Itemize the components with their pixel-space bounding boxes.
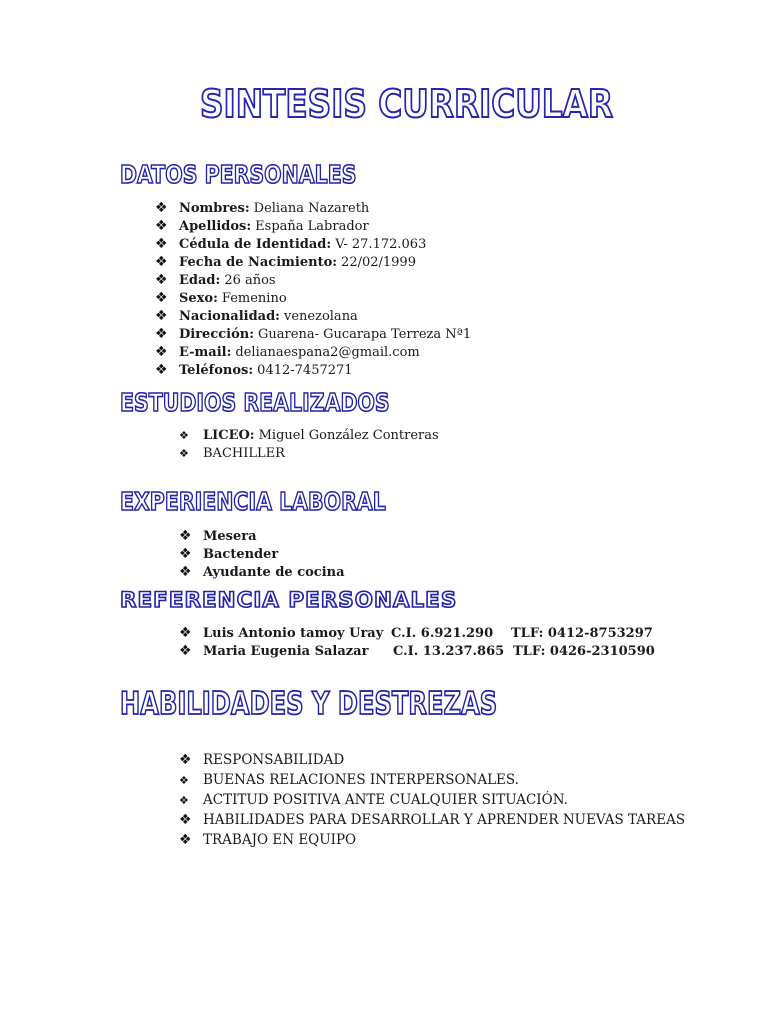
section-heading-habilidades: HABILIDADES Y DESTREZAS (120, 686, 498, 722)
diamond-bullet-icon: ❖ (179, 832, 192, 848)
list-item: ❖ Dirección: Guarena- Gucarapa Terreza Nª1 (155, 326, 472, 342)
diamond-bullet-icon: ❖ (179, 564, 192, 580)
list-item: ❖ Cédula de Identidad: V- 27.172.063 (155, 236, 427, 252)
section-heading-experiencia: EXPERIENCIA LABORAL (120, 487, 386, 516)
section-heading-estudios: ESTUDIOS REALIZADOS (120, 388, 390, 417)
list-item: ❖ ACTITUD POSITIVA ANTE CUALQUIER SITUACIÓN. (179, 792, 568, 808)
list-item: ❖ Teléfonos: 0412-7457271 (155, 362, 353, 378)
diamond-bullet-icon: ❖ (179, 643, 192, 659)
list-item: ❖ BACHILLER (179, 445, 285, 461)
list-item: ❖ Nombres: Deliana Nazareth (155, 200, 370, 216)
list-item: ❖ RESPONSABILIDAD (179, 752, 345, 768)
personal-data-list (155, 199, 471, 379)
diamond-bullet-icon: ❖ (179, 625, 192, 641)
list-item: ❖ LICEO: Miguel González Contreras (179, 427, 439, 443)
diamond-bullet-icon: ❖ (155, 290, 168, 306)
experience-list (179, 527, 345, 581)
diamond-bullet-icon: ❖ (155, 272, 168, 288)
diamond-bullet-icon: ❖ (179, 428, 189, 442)
list-item: ❖ Nacionalidad: venezolana (155, 308, 358, 324)
list-item: ❖ Edad: 26 años (155, 272, 276, 288)
diamond-bullet-icon: ❖ (179, 773, 189, 787)
list-item: ❖ E-mail: delianaespana2@gmail.com (155, 344, 420, 360)
diamond-bullet-icon: ❖ (179, 812, 192, 828)
list-item: ❖ Luis Antonio tamoy Uray C.I. 6.921.290 TLF: 0412-8753297 (179, 625, 653, 641)
references-list (179, 624, 655, 660)
list-item: ❖ Apellidos: España Labrador (155, 218, 369, 234)
diamond-bullet-icon: ❖ (179, 752, 192, 768)
diamond-bullet-icon: ❖ (179, 793, 189, 807)
list-item: ❖ Sexo: Femenino (155, 290, 287, 306)
list-item: ❖ Ayudante de cocina (179, 564, 345, 580)
list-item: ❖ Mesera (179, 528, 257, 544)
diamond-bullet-icon: ❖ (155, 254, 168, 270)
list-item: ❖ Maria Eugenia Salazar C.I. 13.237.865 TLF: 0426-2310590 (179, 643, 655, 659)
diamond-bullet-icon: ❖ (155, 326, 168, 342)
diamond-bullet-icon: ❖ (179, 528, 192, 544)
studies-list (179, 426, 439, 462)
document-title: SINTESIS CURRICULAR (200, 82, 614, 126)
list-item: ❖ Fecha de Nacimiento: 22/02/1999 (155, 254, 416, 270)
section-heading-referencias: REFERENCIA PERSONALES (120, 588, 458, 612)
list-item: ❖ HABILIDADES PARA DESARROLLAR Y APRENDER NUEVAS TAREAS (179, 812, 686, 828)
diamond-bullet-icon: ❖ (179, 546, 192, 562)
list-item: ❖ TRABAJO EN EQUIPO (179, 832, 357, 848)
diamond-bullet-icon: ❖ (155, 362, 168, 378)
diamond-bullet-icon: ❖ (179, 446, 189, 460)
diamond-bullet-icon: ❖ (155, 200, 168, 216)
list-item: ❖ BUENAS RELACIONES INTERPERSONALES. (179, 772, 519, 788)
skills-list (179, 750, 685, 850)
diamond-bullet-icon: ❖ (155, 236, 168, 252)
list-item: ❖ Bactender (179, 546, 279, 562)
diamond-bullet-icon: ❖ (155, 344, 168, 360)
diamond-bullet-icon: ❖ (155, 308, 168, 324)
section-heading-datos-personales: DATOS PERSONALES (120, 160, 357, 189)
diamond-bullet-icon: ❖ (155, 218, 168, 234)
